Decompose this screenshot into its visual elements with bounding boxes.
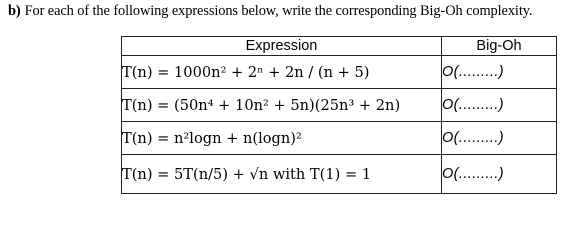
complexity-table	[121, 36, 557, 194]
table-row	[122, 155, 557, 194]
table-row	[122, 89, 557, 122]
table-row	[122, 122, 557, 155]
question-label: b)	[8, 3, 21, 19]
answer-cell[interactable]	[442, 89, 557, 122]
expression-formula: T(n) = 5T(n/5) + √n with T(1) = 1	[122, 165, 372, 183]
table-row	[122, 56, 557, 89]
answer-blank[interactable]: O(.........)	[442, 64, 504, 80]
answer-cell[interactable]	[442, 155, 557, 194]
question-body: For each of the following expressions below, write the corresponding Big-Oh complexity.	[24, 3, 533, 19]
answer-blank[interactable]: O(.........)	[442, 130, 504, 146]
big-oh-header: Big-Oh	[442, 37, 557, 56]
expression-header: Expression	[122, 37, 442, 56]
expression-formula: T(n) = n²logn + n(logn)²	[122, 129, 302, 147]
table-header-row	[122, 37, 557, 56]
answer-cell[interactable]	[442, 122, 557, 155]
expression-formula: T(n) = (50n⁴ + 10n² + 5n)(25n³ + 2n)	[122, 96, 401, 114]
answer-cell[interactable]	[442, 56, 557, 89]
expression-cell	[122, 155, 442, 194]
expression-formula: T(n) = 1000n² + 2ⁿ + 2n / (n + 5)	[122, 63, 370, 81]
expression-cell	[122, 122, 442, 155]
question-text	[8, 3, 532, 20]
expression-cell	[122, 56, 442, 89]
expression-cell	[122, 89, 442, 122]
answer-blank[interactable]: O(.........)	[442, 97, 504, 113]
answer-blank[interactable]: O(.........)	[442, 166, 504, 182]
